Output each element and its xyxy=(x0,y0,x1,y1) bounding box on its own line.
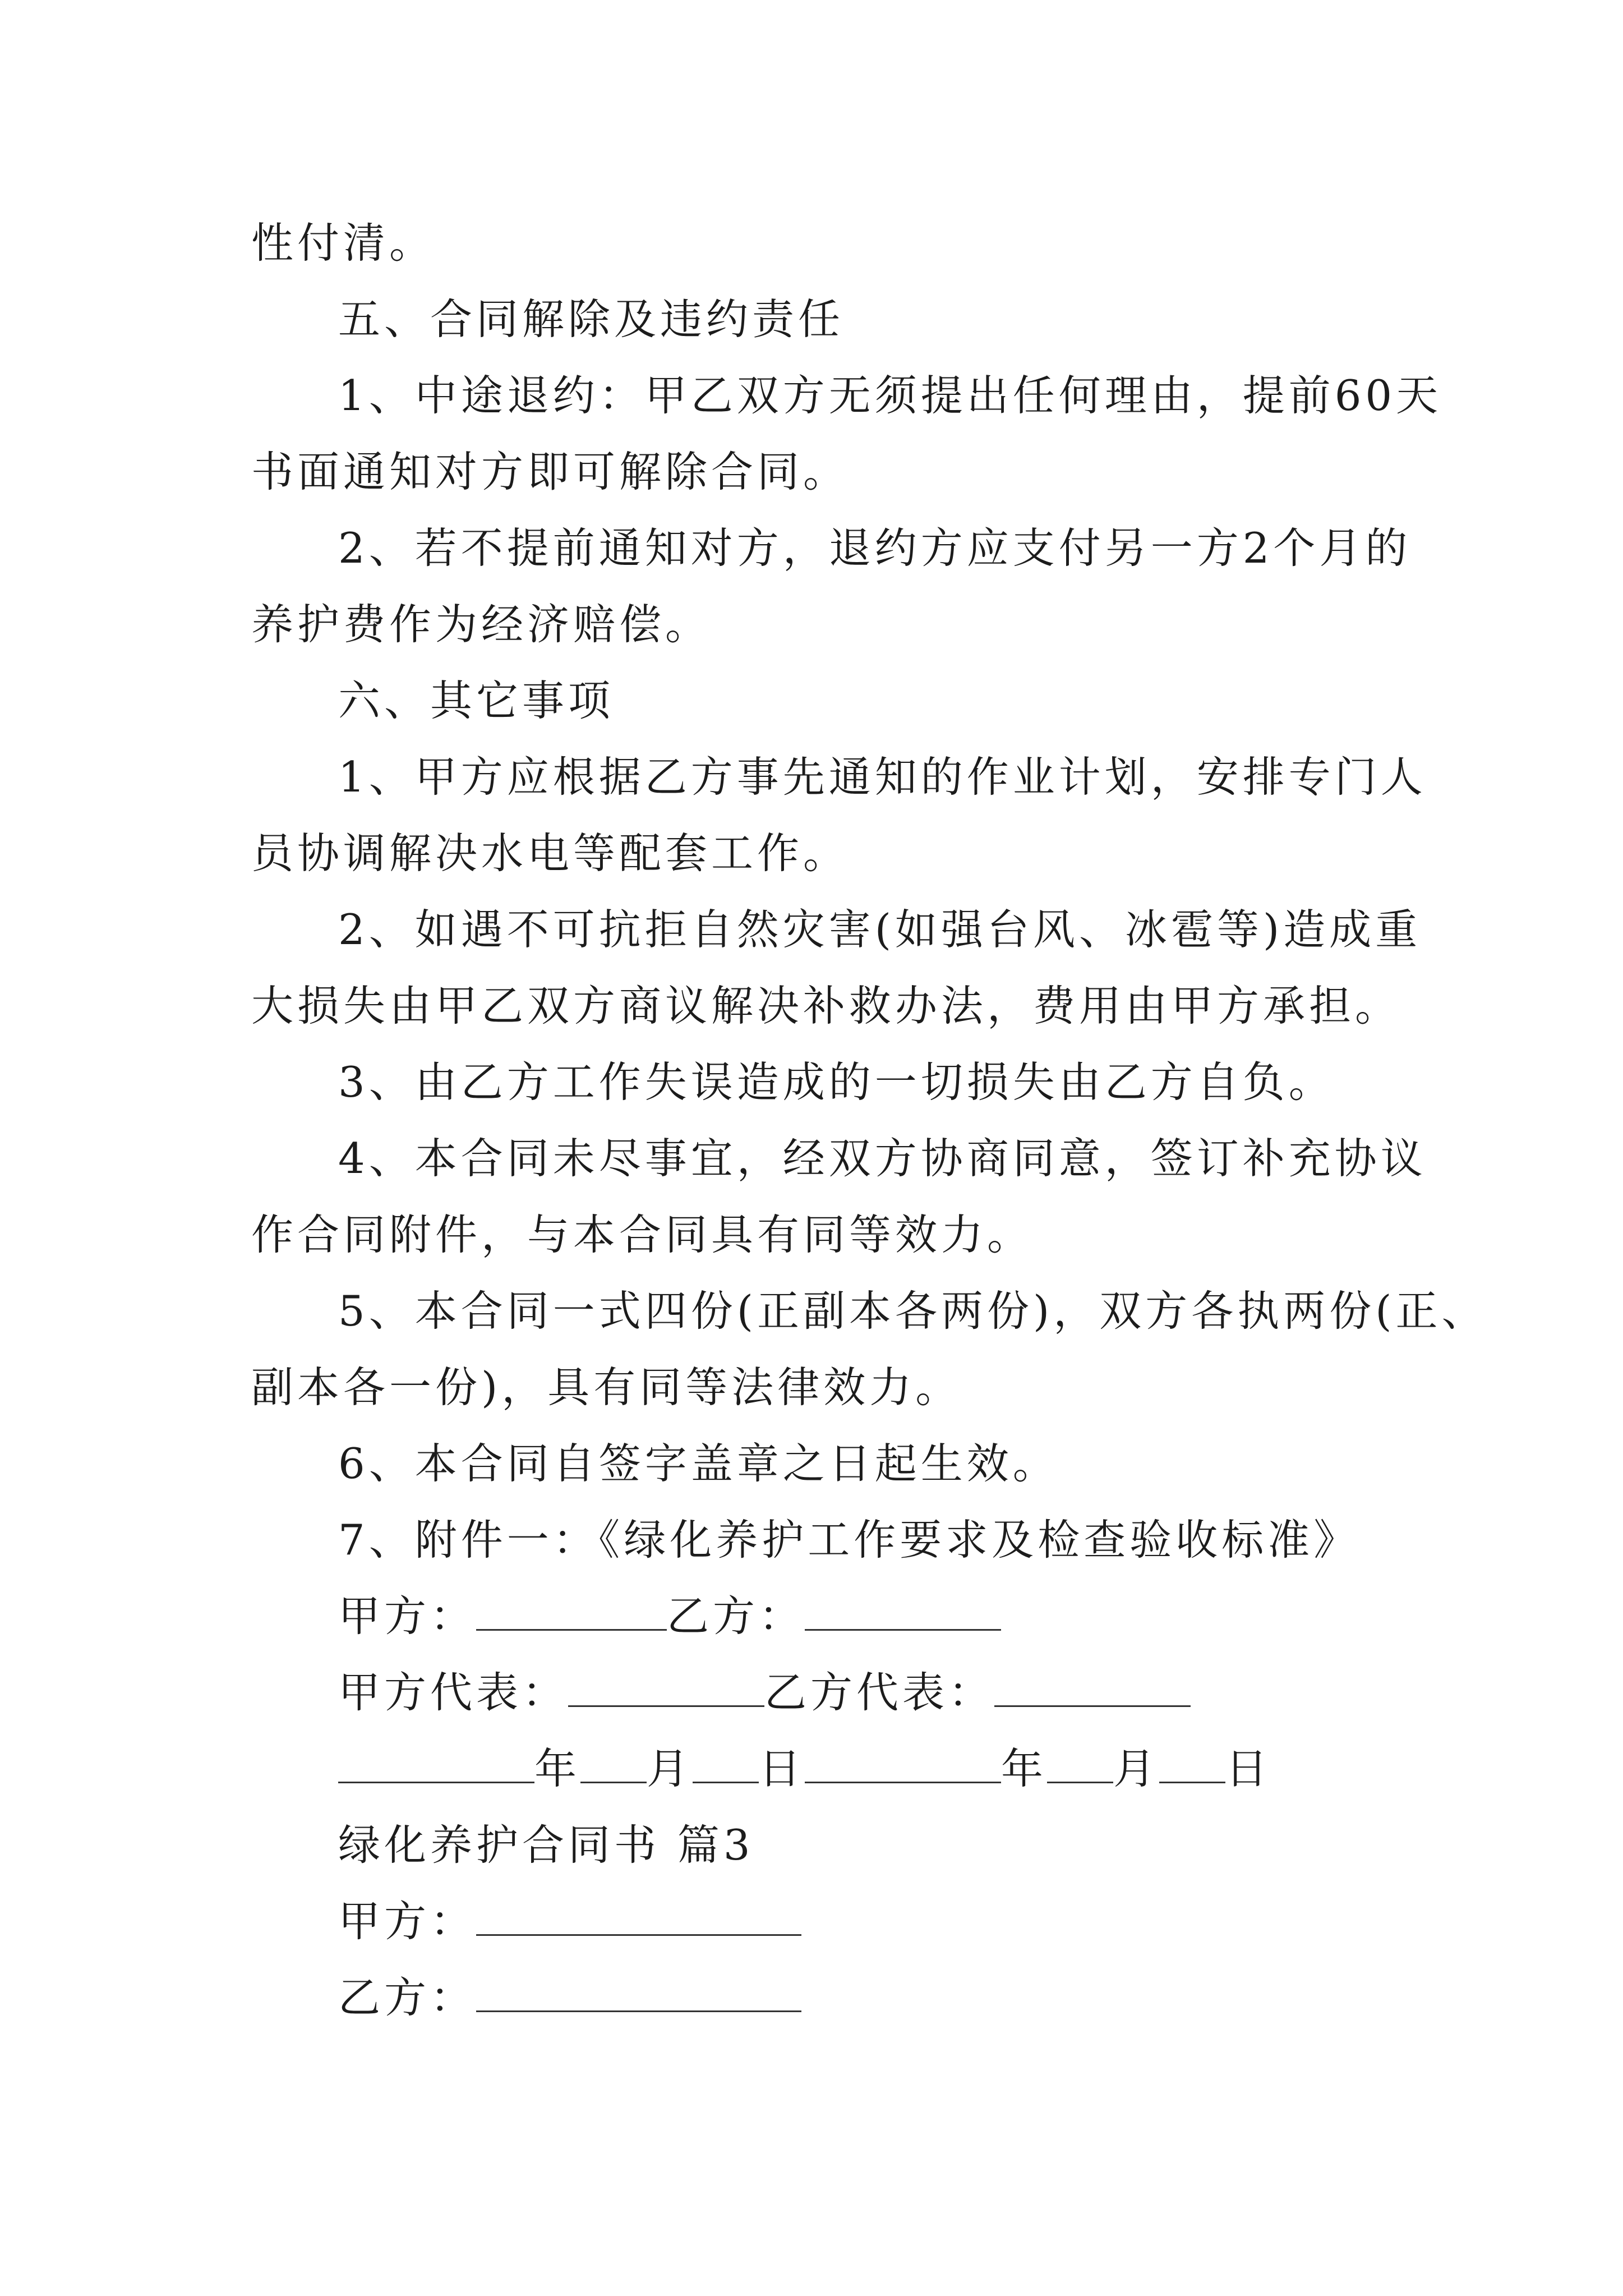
date-b-day-blank[interactable] xyxy=(1159,1742,1225,1783)
year-label: 年 xyxy=(534,1744,581,1793)
text-line: 4、本合同未尽事宜，经双方协商同意，签订补充协议 xyxy=(338,1134,1427,1183)
date-b-year-blank[interactable] xyxy=(805,1742,1001,1783)
date-a-month-blank[interactable] xyxy=(580,1742,647,1783)
text-line: 2、如遇不可抗拒自然灾害(如强台风、冰雹等)造成重 xyxy=(338,905,1422,954)
text-line: 3、由乙方工作失误造成的一切损失由乙方自负。 xyxy=(338,1057,1335,1107)
rep-a-label: 甲方代表： xyxy=(338,1668,569,1717)
year-label: 年 xyxy=(1001,1744,1048,1793)
party-b-label: 乙方： xyxy=(667,1591,805,1641)
text-line: 1、中途退约：甲乙双方无须提出任何理由，提前60天 xyxy=(338,371,1442,420)
section-heading: 六、其它事项 xyxy=(338,676,615,725)
text-line: 5、本合同一式四份(正副本各两份)，双方各执两份(正、 xyxy=(338,1286,1488,1336)
section-3-party-a-blank[interactable] xyxy=(476,1895,801,1936)
month-label: 月 xyxy=(1113,1744,1160,1793)
day-label: 日 xyxy=(759,1744,805,1793)
text-line: 书面通知对方即可解除合同。 xyxy=(251,447,850,496)
rep-a-blank[interactable] xyxy=(568,1666,764,1707)
section-3-party-b-blank[interactable] xyxy=(476,1971,801,2012)
text-line: 7、附件一：《绿化养护工作要求及检查验收标准》 xyxy=(338,1515,1360,1565)
text-line: 大损失由甲乙双方商议解决补救办法，费用由甲方承担。 xyxy=(251,981,1401,1030)
section-3-party-b-row xyxy=(251,1959,1384,2036)
text-line: 2、若不提前通知对方，退约方应支付另一方2个月的 xyxy=(338,523,1412,573)
party-a-label: 甲方： xyxy=(338,1591,477,1641)
rep-b-label: 乙方代表： xyxy=(764,1668,995,1717)
section-3-party-a-row xyxy=(251,1883,1384,1959)
text-line: 养护费作为经济赔偿。 xyxy=(251,600,712,649)
text-line: 作合同附件，与本合同具有同等效力。 xyxy=(251,1210,1034,1259)
date-b-month-blank[interactable] xyxy=(1047,1742,1113,1783)
party-a-blank[interactable] xyxy=(476,1590,667,1631)
party-b-label: 乙方： xyxy=(338,1973,477,2022)
party-b-blank[interactable] xyxy=(805,1590,1001,1631)
section-heading: 五、合同解除及违约责任 xyxy=(338,295,845,344)
contract-text xyxy=(251,205,1488,2036)
text-line: 副本各一份)，具有同等法律效力。 xyxy=(251,1363,962,1412)
text-line: 1、甲方应根据乙方事先通知的作业计划，安排专门人 xyxy=(338,752,1427,802)
section-3-heading: 绿化养护合同书 篇3 xyxy=(338,1820,754,1870)
text-line: 员协调解决水电等配套工作。 xyxy=(251,829,850,878)
month-label: 月 xyxy=(647,1744,693,1793)
party-a-label: 甲方： xyxy=(338,1897,477,1946)
signature-representatives-row xyxy=(251,1654,1384,1731)
date-a-year-blank[interactable] xyxy=(338,1742,534,1783)
date-a-day-blank[interactable] xyxy=(693,1742,759,1783)
rep-b-blank[interactable] xyxy=(994,1666,1191,1707)
signature-parties-row xyxy=(251,1578,1384,1654)
text-line: 6、本合同自签字盖章之日起生效。 xyxy=(338,1439,1059,1488)
text-line: 性付清。 xyxy=(251,218,436,268)
day-label: 日 xyxy=(1225,1744,1272,1793)
signature-date-row xyxy=(251,1731,1384,1807)
